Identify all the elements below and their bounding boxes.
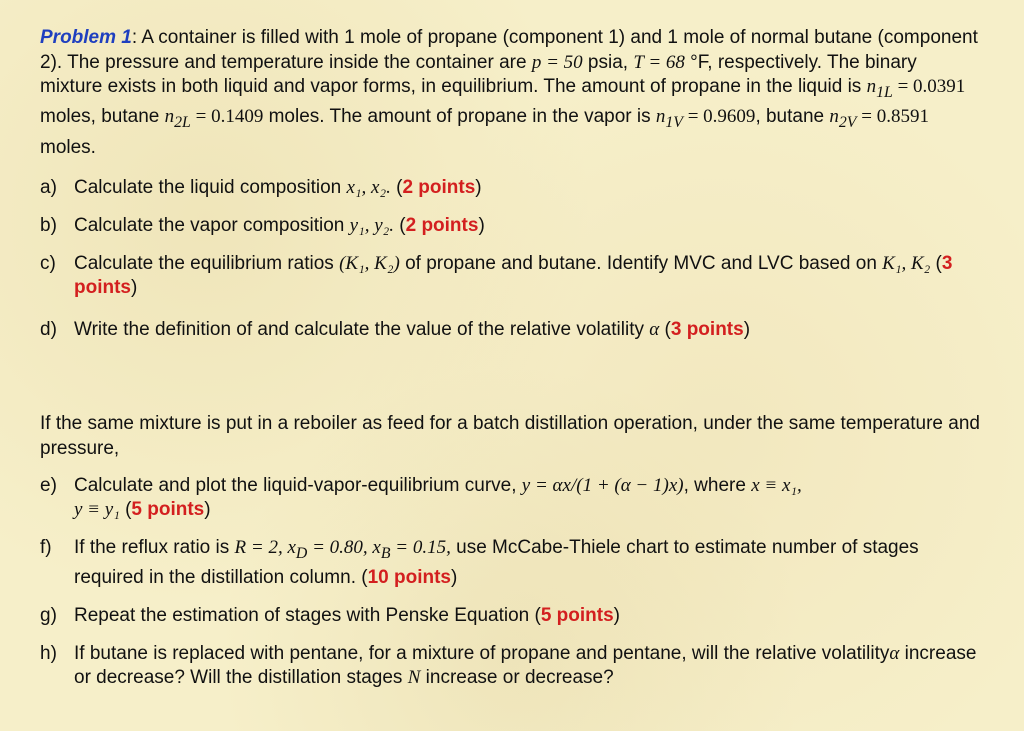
question-c: c) Calculate the equilibrium ratios (K₁, K₂) of propane and butane. Identify MVC and LVC based on K₁, K₂ (3 points) (40, 253, 953, 299)
problem-label: Problem 1 (40, 27, 132, 48)
question-math: y = αx/(1 + (α − 1)x) (521, 475, 684, 497)
pressure-math: p = 50 (531, 51, 583, 73)
question-letter: a) (40, 177, 57, 199)
question-letter: f) (40, 537, 52, 559)
question-text: If butane is replaced with pentane, for a mixture of propane and pentane, will the relative volatility (74, 642, 890, 664)
question-math-subscript: B (380, 544, 391, 562)
question-text: of propane and butane. Identify MVC and LVC based on (399, 253, 883, 275)
question-math: N (407, 666, 421, 688)
question-text: increase or decrease? Will the distillation stages (74, 642, 977, 688)
question-math: = 0.15, (390, 537, 451, 559)
batch-distillation-intro: If the same mixture is put in a reboiler as feed for a batch distillation operation, under the same temperature and pressure, (40, 413, 980, 459)
points-label: 3 points (670, 319, 744, 341)
question-text: use McCabe-Thiele chart to estimate number of stages required in the distillation column. ( (74, 537, 919, 588)
problem-text: , butane (755, 106, 830, 128)
n1v-value: = 0.9609 (682, 106, 756, 128)
problem-statement (40, 26, 984, 160)
n2v-subscript: 2V (838, 114, 857, 132)
n2v-value: = 0.8591 (856, 106, 929, 128)
question-a: a) Calculate the liquid composition x₁, x₂. (2 points) (40, 177, 482, 199)
question-letter: e) (40, 475, 57, 497)
question-letter: b) (40, 215, 57, 237)
n1l-symbol: n (866, 76, 877, 97)
points-label: 2 points (405, 215, 479, 237)
problem-text: moles. The amount of propane in the vapor is (263, 106, 656, 128)
question-b: b) Calculate the vapor composition y₁, y₂. (2 points) (40, 215, 485, 237)
question-math: (K₁, K₂) (339, 253, 400, 275)
n1v-symbol: n (655, 106, 666, 128)
temperature-math: T = 68 (633, 51, 685, 73)
question-letter: d) (40, 319, 57, 341)
question-math: y ≡ y₁ (74, 499, 120, 521)
question-e: e) Calculate and plot the liquid-vapor-equilibrium curve, y = αx/(1 + (α − 1)x), where x ≡ x₁, y ≡ y₁ (5 points) (40, 475, 802, 521)
n2l-subscript: 2L (174, 114, 191, 132)
question-text: If the reflux ratio is (74, 537, 235, 559)
problem-text: °F, respectively. The binary mixture exists in both liquid and vapor forms, in equilibrium. The amount of propane in the liquid is (40, 51, 917, 97)
question-math: x₁, x₂. (346, 177, 391, 199)
question-letter: g) (40, 604, 57, 626)
question-text: Repeat the estimation of stages with Penske Equation ( (74, 604, 541, 626)
question-text: increase or decrease? (420, 666, 614, 688)
n1l-value: = 0.0391 (892, 76, 966, 97)
points-label: 5 points (540, 604, 614, 626)
points-label: 10 points (367, 566, 451, 588)
points-label: 3 points (74, 253, 953, 299)
question-text: Calculate the liquid composition (74, 177, 347, 199)
question-math: y₁, y₂. (349, 215, 394, 237)
question-d: d) Write the definition of and calculate the value of the relative volatility α (3 points) (40, 319, 751, 341)
problem-text: moles, butane (40, 106, 165, 128)
question-g (40, 604, 984, 628)
problem-text: : A container is filled with 1 mole of propane (component 1) and 1 mole of normal butane (component 2). The pressure and temperature inside the container are (40, 27, 978, 73)
points-label: 2 points (402, 177, 476, 199)
question-text: Write the definition of and calculate the value of the relative volatility (74, 319, 650, 341)
question-h (40, 642, 984, 690)
question-math: x ≡ x₁, (751, 475, 802, 497)
points-label: 5 points (131, 499, 205, 521)
question-math: α (889, 642, 900, 664)
question-text: ) (451, 566, 458, 588)
question-f (40, 536, 984, 590)
question-math: K₁, K₂ (882, 253, 931, 275)
n2l-value: = 0.1409 (190, 106, 264, 128)
n2v-symbol: n (829, 106, 839, 128)
question-text: Calculate the vapor composition (74, 215, 350, 237)
question-text: ) (613, 604, 620, 626)
question-math: α (649, 319, 660, 341)
question-text: Calculate the equilibrium ratios (74, 253, 340, 275)
question-letter: c) (40, 253, 56, 275)
question-math-subscript: D (295, 544, 308, 562)
n1v-subscript: 1V (665, 114, 683, 132)
problem-text: psia, (582, 51, 634, 73)
question-text: Calculate and plot the liquid-vapor-equilibrium curve, (74, 475, 522, 497)
question-math: R = 2, x (234, 537, 296, 559)
question-text: , where (683, 475, 752, 497)
question-letter: h) (40, 642, 57, 664)
problem-text: moles. (40, 136, 96, 158)
n1l-subscript: 1L (876, 83, 893, 101)
question-math: = 0.80, x (307, 537, 381, 559)
n2l-symbol: n (164, 106, 175, 128)
